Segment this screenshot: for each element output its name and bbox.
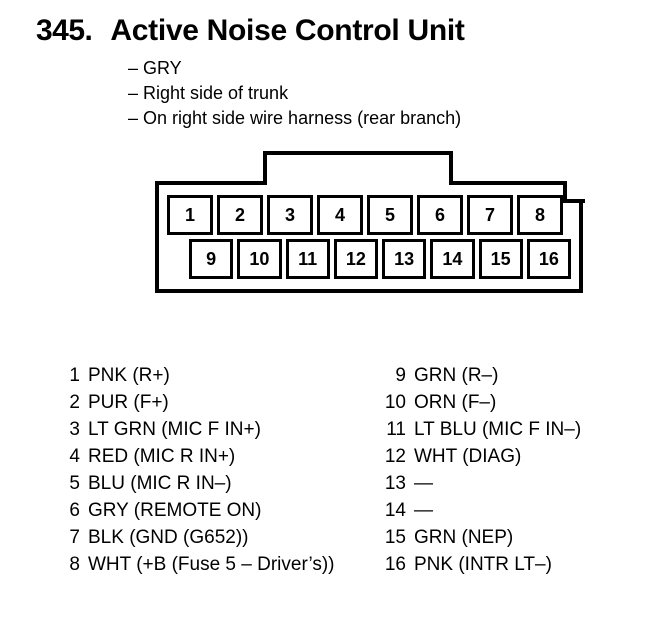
pin-row-top	[167, 195, 571, 235]
legend-item	[54, 443, 336, 470]
latch-cover	[267, 179, 449, 187]
note-text: Right side of trunk	[143, 83, 289, 103]
legend-pin-desc: BLU (MIC R IN–)	[88, 473, 232, 494]
legend-pin-desc: ORN (F–)	[414, 392, 497, 413]
pin-cell: 1	[167, 195, 213, 235]
legend-item	[380, 551, 672, 578]
legend-pin-number: 5	[69, 473, 80, 494]
note-text: GRY	[143, 58, 182, 78]
legend-pin-number: 9	[395, 365, 406, 386]
legend-column-right	[336, 362, 672, 578]
legend-pin-desc: WHT (+B (Fuse 5 – Driver’s))	[88, 554, 335, 575]
pin-cell: 13	[382, 239, 426, 279]
notes-list	[128, 56, 672, 131]
pin-cell: 10	[237, 239, 281, 279]
pin-cell: 2	[217, 195, 263, 235]
legend-pin-desc: —	[414, 500, 433, 521]
pin-cell: 3	[267, 195, 313, 235]
pin-legend	[0, 362, 672, 578]
pin-grid	[167, 195, 571, 279]
legend-pin-desc: PNK (INTR LT–)	[414, 554, 552, 575]
legend-pin-desc: GRY (REMOTE ON)	[88, 500, 262, 521]
legend-item	[380, 362, 672, 389]
legend-item	[380, 470, 672, 497]
legend-pin-desc: GRN (NEP)	[414, 527, 514, 548]
legend-pin-number: 8	[69, 554, 80, 575]
legend-item	[54, 470, 336, 497]
legend-pin-number: 15	[384, 527, 406, 548]
legend-item	[380, 524, 672, 551]
legend-item	[54, 362, 336, 389]
pin-cell: 9	[189, 239, 233, 279]
legend-pin-number: 16	[384, 554, 406, 575]
legend-item	[54, 524, 336, 551]
pin-cell: 4	[317, 195, 363, 235]
legend-pin-desc: LT BLU (MIC F IN–)	[414, 419, 582, 440]
legend-item	[380, 497, 672, 524]
dash-marker: –	[128, 58, 139, 78]
note-text: On right side wire harness (rear branch)	[143, 108, 462, 128]
pin-cell: 16	[527, 239, 571, 279]
pin-cell: 8	[517, 195, 563, 235]
section-title: Active Noise Control Unit	[110, 14, 465, 47]
legend-item	[380, 389, 672, 416]
legend-pin-number: 10	[384, 392, 406, 413]
legend-pin-number: 7	[69, 527, 80, 548]
legend-item	[54, 389, 336, 416]
legend-pin-number: 11	[386, 419, 406, 440]
legend-pin-desc: PUR (F+)	[88, 392, 169, 413]
legend-pin-number: 12	[384, 446, 406, 467]
connector-diagram	[155, 151, 585, 301]
page-title	[0, 0, 672, 48]
legend-item	[54, 416, 336, 443]
legend-item	[54, 551, 336, 578]
note-item	[128, 81, 672, 106]
legend-item	[54, 497, 336, 524]
note-item	[128, 106, 672, 131]
note-item	[128, 56, 672, 81]
legend-pin-desc: GRN (R–)	[414, 365, 499, 386]
legend-pin-desc: RED (MIC R IN+)	[88, 446, 236, 467]
legend-pin-number: 3	[69, 419, 80, 440]
legend-pin-number: 13	[384, 473, 406, 494]
pin-row-bottom	[189, 239, 571, 279]
dash-marker: –	[128, 108, 139, 128]
pin-cell: 6	[417, 195, 463, 235]
pin-cell: 11	[286, 239, 330, 279]
legend-pin-desc: PNK (R+)	[88, 365, 170, 386]
section-number: 345.	[36, 14, 93, 47]
legend-item	[380, 416, 672, 443]
pin-cell: 12	[334, 239, 378, 279]
pin-cell: 14	[430, 239, 474, 279]
legend-item	[380, 443, 672, 470]
pin-cell: 7	[467, 195, 513, 235]
pin-cell: 5	[367, 195, 413, 235]
pin-cell: 15	[479, 239, 523, 279]
legend-pin-desc: —	[414, 473, 433, 494]
legend-pin-desc: WHT (DIAG)	[414, 446, 522, 467]
legend-pin-desc: LT GRN (MIC F IN+)	[88, 419, 261, 440]
legend-pin-number: 6	[69, 500, 80, 521]
legend-pin-desc: BLK (GND (G652))	[88, 527, 249, 548]
dash-marker: –	[128, 83, 139, 103]
legend-pin-number: 4	[69, 446, 80, 467]
legend-pin-number: 1	[69, 365, 80, 386]
legend-column-left	[0, 362, 336, 578]
legend-pin-number: 14	[384, 500, 406, 521]
legend-pin-number: 2	[69, 392, 80, 413]
